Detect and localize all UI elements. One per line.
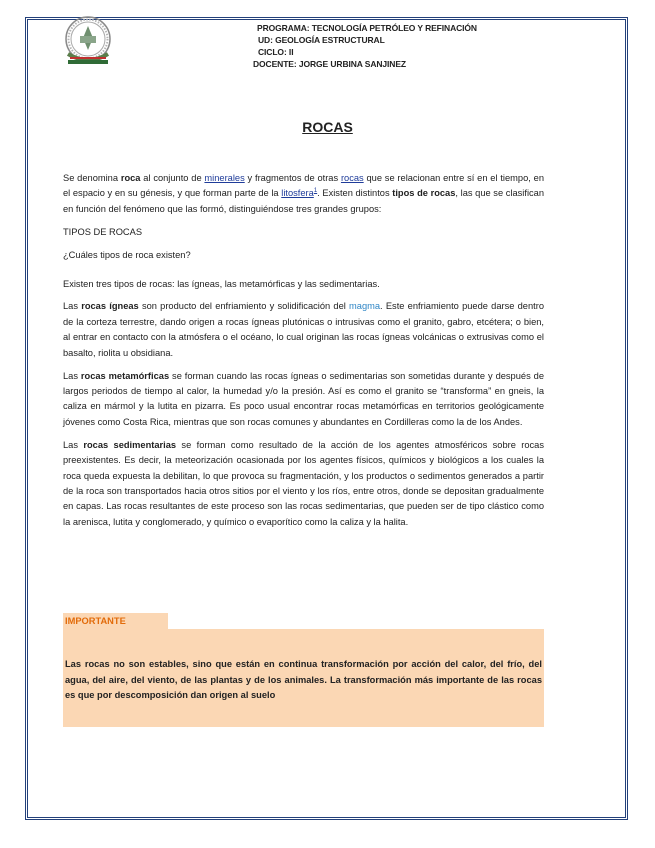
igneas-text-3: . Este enfriamiento puede darse dentro de la corteza terrestre, dando origen a rocas ígneas plutónicas o intrusivas como el granito, gabro, etcétera; o bien, al entrar en contacto con la atmósfera o el océano, lo cual originan las rocas ígneas volcánicas o extrusivas como el basalto, riolita u obsidiana. [63, 301, 544, 358]
sedimentarias-bold: rocas sedimentarias [83, 439, 177, 450]
igneas-text-1: Las [63, 301, 82, 312]
rocas-link[interactable]: rocas [340, 173, 364, 183]
footnote-ref-link[interactable]: 1 [313, 188, 318, 195]
minerales-link[interactable]: minerales [204, 173, 245, 183]
sedimentarias-paragraph [63, 438, 544, 530]
section-subtitle: TIPOS DE ROCAS [63, 226, 143, 237]
intro-text-3: y fragmentos de otras [244, 173, 341, 183]
metamorficas-text-2: se forman cuando las rocas ígneas o sedimentarias son sometidas durante y después de largos periodos de tiempo al calor, la humedad y/o la presión. Así es como el granito se “transforma” en gneis, la caliza en mármol y la lutita en pizarra. Es poco usual encontrar rocas metamórficas en territorios geológicamente jóvenes como Costa Rica, mientras que son rocas comunes y abundantes en Cordilleras como la de los Andes. [63, 370, 544, 427]
intro-text-4: que se relacionan entre sí en el tiempo, en el espacio y en su génesis, y que forman parte de la [63, 173, 544, 199]
ud-line: UD: GEOLOGÍA ESTRUCTURAL [258, 35, 385, 45]
intro-bold-roca: roca [120, 173, 141, 183]
metamorficas-text-1: Las [63, 370, 81, 381]
intro-paragraph [63, 171, 544, 217]
importante-label: IMPORTANTE [63, 613, 168, 629]
magma-term: magma [349, 301, 381, 312]
importante-emphasis: dan origen al suelo [190, 690, 276, 700]
ciclo-line: CICLO: II [258, 47, 294, 57]
intro-text-6: , las que se clasifican en función del fenómeno que las formó, distinguiéndose tres grandes grupos: [63, 188, 544, 214]
intro-text-1: Se denomina [63, 173, 121, 183]
importante-box [63, 629, 544, 727]
question-line: ¿Cuáles tipos de roca existen? [63, 249, 191, 260]
document-body [63, 171, 544, 538]
three-types-line: Existen tres tipos de rocas: las ígneas, las metamórficas y las sedimentarias. [63, 278, 380, 289]
page-title: ROCAS [302, 119, 353, 135]
metamorficas-bold: rocas metamórficas [80, 370, 170, 381]
course-header [253, 22, 477, 70]
intro-text-2: al conjunto de [140, 173, 205, 183]
sedimentarias-text-1: Las [63, 439, 84, 450]
igneas-bold: rocas ígneas [81, 301, 139, 312]
igneas-paragraph [63, 299, 544, 361]
sedimentarias-text-2: se forman como resultado de la acción de los agentes atmosféricos sobre rocas preexistentes. Es decir, la meteorización ocasionada por los agentes físicos, químicos y biológicos a los cuales la roca queda expuesta la debilitan, lo que provoca su fragmentación, y los productos o sedimentos generados a partir de la roca son transportados hacia otros sitios por el viento y los ríos, entre otros, donde se depositan gradualmente en capas. Las rocas resultantes de este proceso son las rocas sedimentarias, que pueden ser de tipo clástico como la arenisca, lutita y conglomerado, y químico o evaporítico como la caliza y la halita. [63, 439, 544, 527]
intro-bold-tipos: tipos de rocas [392, 188, 456, 199]
programa-line: PROGRAMA: TECNOLOGÍA PETRÓLEO Y REFINACIÓN [257, 23, 477, 33]
institution-seal-icon [58, 12, 118, 72]
docente-line: DOCENTE: JORGE URBINA SANJINEZ [253, 59, 407, 69]
intro-text-5: . Existen distintos [317, 188, 393, 199]
litosfera-link[interactable]: litosfera [281, 188, 314, 199]
metamorficas-paragraph [63, 369, 544, 431]
importante-text: Las rocas no son estables, sino que están en continua transformación por acción del calor, del frío, del agua, del aire, del viento, de las plantas y de los animales. La transformación más importante de las rocas es que por descomposición [65, 659, 542, 700]
igneas-text-2: son producto del enfriamiento y solidificación del [138, 301, 350, 312]
